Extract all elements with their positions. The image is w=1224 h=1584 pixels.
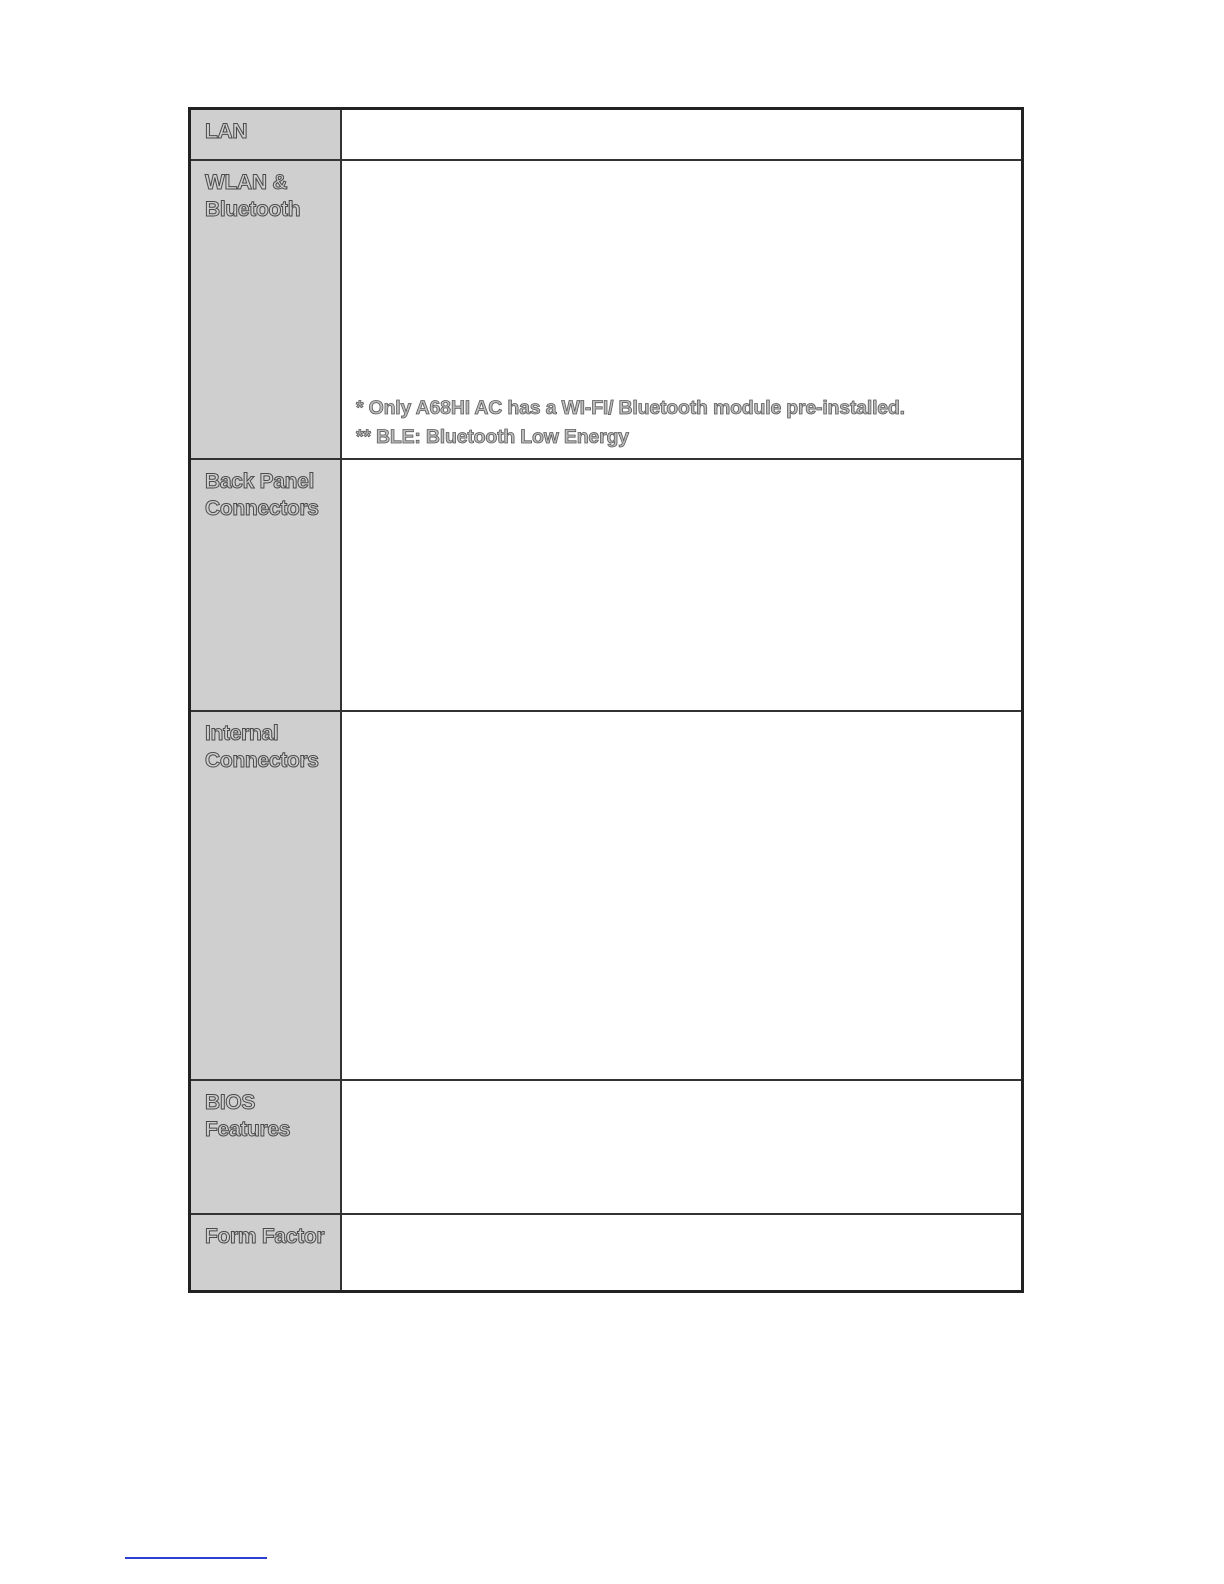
- footer-rule: [125, 1557, 267, 1559]
- spec-value-bios-features: [342, 1081, 1021, 1213]
- footnote-block: [356, 394, 905, 452]
- spec-label-internal-connectors: Internal Connectors: [205, 722, 319, 772]
- spec-value-internal-connectors: [342, 712, 1021, 1079]
- spec-value-back-panel-connectors: [342, 460, 1021, 710]
- spec-row-back-panel-connectors: [191, 460, 1021, 712]
- spec-label-wlan-bluetooth: WLAN & Bluetooth: [205, 171, 301, 221]
- spec-label-lan: LAN: [205, 120, 248, 143]
- footnote-ble: ** BLE: Bluetooth Low Energy: [356, 426, 629, 448]
- spec-label-cell: [191, 1081, 342, 1213]
- spec-label-back-panel-connectors: Back Panel Connectors: [205, 470, 319, 520]
- spec-label-cell: [191, 110, 342, 159]
- spec-row-wlan-bluetooth: [191, 161, 1021, 460]
- spec-value-form-factor: [342, 1215, 1021, 1290]
- spec-row-internal-connectors: [191, 712, 1021, 1081]
- spec-label-cell: [191, 1215, 342, 1290]
- spec-label-bios-features: BIOS Features: [205, 1091, 291, 1141]
- spec-value-wlan-bluetooth: [342, 161, 1021, 458]
- spec-row-bios-features: [191, 1081, 1021, 1215]
- footnote-wifi-module: * Only A68HI AC has a WI-FI/ Bluetooth module pre-installed.: [356, 397, 905, 419]
- spec-table: [188, 107, 1024, 1293]
- spec-label-cell: [191, 161, 342, 458]
- spec-value-lan: [342, 110, 1021, 159]
- spec-row-lan: [191, 110, 1021, 161]
- spec-label-cell: [191, 712, 342, 1079]
- spec-row-form-factor: [191, 1215, 1021, 1290]
- spec-label-form-factor: Form Factor: [205, 1225, 325, 1248]
- spec-label-cell: [191, 460, 342, 710]
